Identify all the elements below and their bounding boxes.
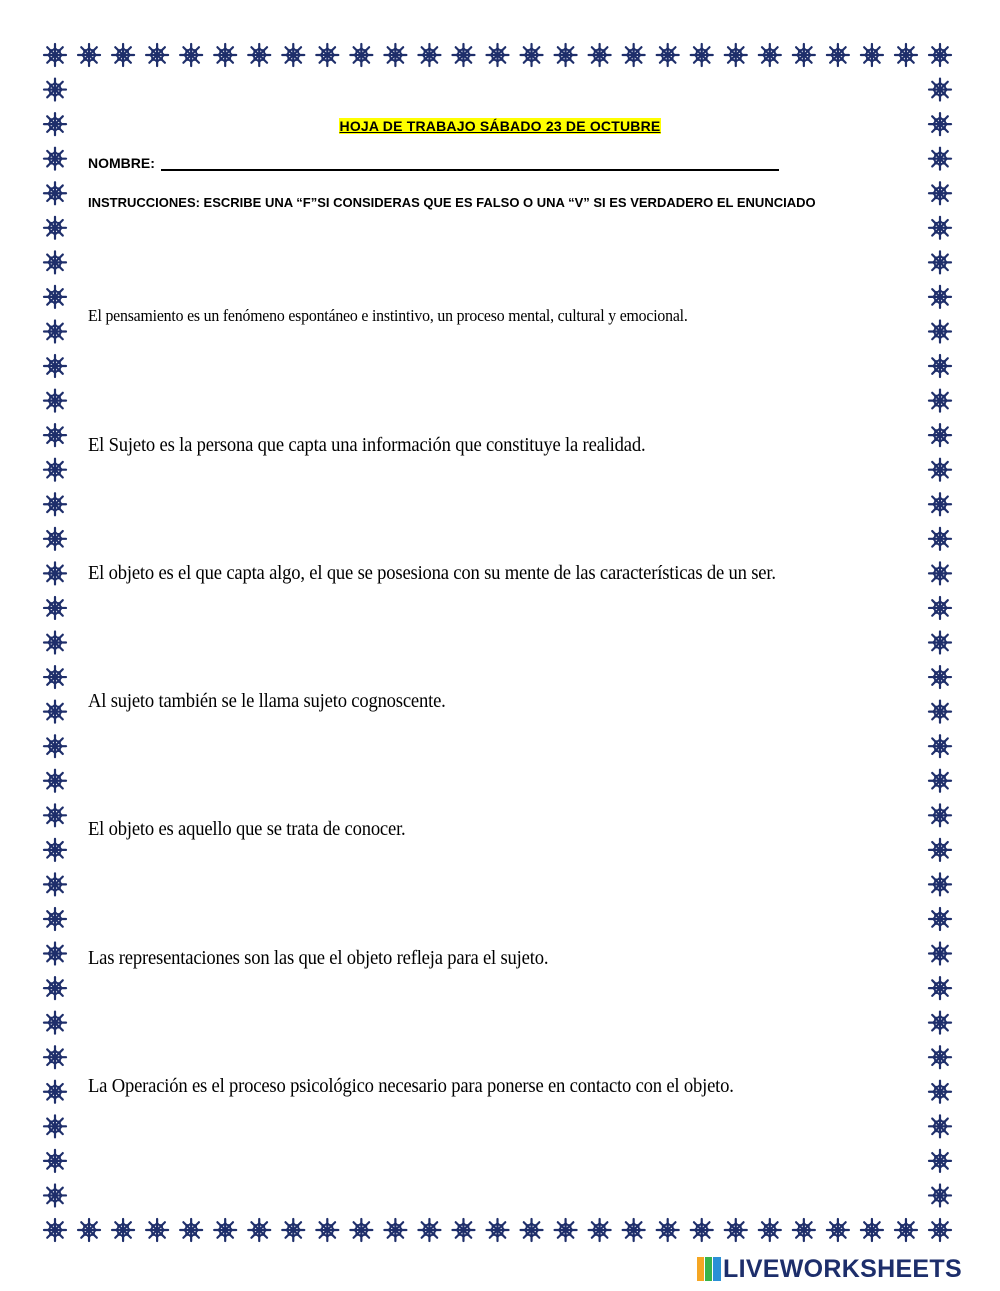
snowflake-icon xyxy=(623,44,645,66)
snowflake-icon xyxy=(452,44,474,66)
snowflake-icon xyxy=(929,1219,951,1241)
snowflake-icon xyxy=(78,44,100,66)
snowflake-icon xyxy=(827,1219,849,1241)
snowflake-icon xyxy=(759,1219,781,1241)
snowflake-icon xyxy=(623,1219,645,1241)
snowflake-icon xyxy=(316,1219,338,1241)
snowflake-icon xyxy=(44,251,66,273)
snowflake-icon xyxy=(44,217,66,239)
snowflake-icon xyxy=(418,1219,440,1241)
snowflake-icon xyxy=(929,1081,951,1103)
snowflake-icon xyxy=(44,390,66,412)
snowflake-icon xyxy=(929,873,951,895)
statement-3: El objeto es el que capta algo, el que se posesiona con su mente de las características de un ser. xyxy=(88,562,776,584)
snowflake-icon xyxy=(929,908,951,930)
liveworksheets-logo-icon xyxy=(697,1257,721,1281)
name-row xyxy=(88,153,779,171)
snowflake-icon xyxy=(929,355,951,377)
snowflake-icon xyxy=(895,1219,917,1241)
snowflake-icon xyxy=(929,1115,951,1137)
snowflake-icon xyxy=(350,44,372,66)
name-label: NOMBRE: xyxy=(88,155,155,171)
snowflake-icon xyxy=(861,44,883,66)
snowflake-icon xyxy=(929,735,951,757)
snowflake-icon xyxy=(112,44,134,66)
snowflake-icon xyxy=(44,1115,66,1137)
snowflake-icon xyxy=(248,44,270,66)
snowflake-icon xyxy=(44,666,66,688)
snowflake-icon xyxy=(793,1219,815,1241)
snowflake-icon xyxy=(350,1219,372,1241)
snowflake-icon xyxy=(180,44,202,66)
snowflake-icon xyxy=(44,528,66,550)
snowflake-icon xyxy=(929,701,951,723)
statement-6: Las representaciones son las que el objeto refleja para el sujeto. xyxy=(88,947,549,969)
instructions: INSTRUCCIONES: ESCRIBE UNA “F”SI CONSIDERAS QUE ES FALSO O UNA “V” SI ES VERDADERO EL ENUNCIADO xyxy=(88,195,816,210)
liveworksheets-logo[interactable] xyxy=(697,1253,962,1285)
snowflake-icon xyxy=(827,44,849,66)
snowflake-icon xyxy=(895,44,917,66)
snowflake-icon xyxy=(146,1219,168,1241)
snowflake-icon xyxy=(44,770,66,792)
statement-2: El Sujeto es la persona que capta una información que constituye la realidad. xyxy=(88,434,646,456)
snowflake-icon xyxy=(929,79,951,101)
snowflake-icon xyxy=(44,908,66,930)
snowflake-icon xyxy=(44,839,66,861)
snowflake-icon xyxy=(282,1219,304,1241)
snowflake-icon xyxy=(555,1219,577,1241)
snowflake-icon xyxy=(44,459,66,481)
snowflake-icon xyxy=(44,493,66,515)
snowflake-icon xyxy=(929,459,951,481)
snowflake-icon xyxy=(44,44,66,66)
snowflake-icon xyxy=(146,44,168,66)
snowflake-icon xyxy=(929,943,951,965)
snowflake-icon xyxy=(929,1012,951,1034)
snowflake-icon xyxy=(418,44,440,66)
snowflake-icon xyxy=(44,977,66,999)
snowflake-icon xyxy=(44,873,66,895)
snowflake-icon xyxy=(44,320,66,342)
snowflake-icon xyxy=(929,493,951,515)
snowflake-icon xyxy=(487,1219,509,1241)
snowflake-icon xyxy=(929,390,951,412)
statement-7: La Operación es el proceso psicológico necesario para ponerse en contacto con el objeto. xyxy=(88,1075,734,1097)
snowflake-icon xyxy=(589,44,611,66)
snowflake-icon xyxy=(78,1219,100,1241)
snowflake-icon xyxy=(384,1219,406,1241)
snowflake-icon xyxy=(521,44,543,66)
snowflake-icon xyxy=(691,44,713,66)
snowflake-icon xyxy=(929,562,951,584)
snowflake-icon xyxy=(282,44,304,66)
snowflake-icon xyxy=(384,44,406,66)
snowflake-icon xyxy=(487,44,509,66)
snowflake-icon xyxy=(248,1219,270,1241)
snowflake-icon xyxy=(44,182,66,204)
snowflake-icon xyxy=(929,217,951,239)
name-input-line[interactable] xyxy=(161,153,779,171)
snowflake-icon xyxy=(725,1219,747,1241)
snowflake-icon xyxy=(452,1219,474,1241)
snowflake-icon xyxy=(691,1219,713,1241)
snowflake-icon xyxy=(929,424,951,446)
snowflake-icon xyxy=(44,943,66,965)
snowflake-icon xyxy=(44,1081,66,1103)
snowflake-icon xyxy=(44,1012,66,1034)
snowflake-icon xyxy=(861,1219,883,1241)
snowflake-icon xyxy=(44,701,66,723)
snowflake-icon xyxy=(929,286,951,308)
statement-1: El pensamiento es un fenómeno espontáneo e instintivo, un proceso mental, cultural y emocional. xyxy=(88,306,688,325)
snowflake-icon xyxy=(589,1219,611,1241)
snowflake-icon xyxy=(44,735,66,757)
snowflake-icon xyxy=(929,632,951,654)
snowflake-icon xyxy=(929,804,951,826)
snowflake-icon xyxy=(180,1219,202,1241)
snowflake-icon xyxy=(44,424,66,446)
snowflake-icon xyxy=(44,1184,66,1206)
statement-5: El objeto es aquello que se trata de conocer. xyxy=(88,818,406,840)
snowflake-icon xyxy=(929,597,951,619)
statement-4: Al sujeto también se le llama sujeto cognoscente. xyxy=(88,690,446,712)
snowflake-icon xyxy=(929,251,951,273)
snowflake-icon xyxy=(44,286,66,308)
snowflake-icon xyxy=(555,44,577,66)
snowflake-icon xyxy=(929,666,951,688)
snowflake-icon xyxy=(657,44,679,66)
snowflake-icon xyxy=(929,977,951,999)
snowflake-icon xyxy=(44,148,66,170)
snowflake-icon xyxy=(44,355,66,377)
worksheet-title xyxy=(0,118,1000,134)
snowflake-icon xyxy=(793,44,815,66)
snowflake-icon xyxy=(929,182,951,204)
snowflake-icon xyxy=(316,44,338,66)
snowflake-icon xyxy=(929,320,951,342)
snowflake-icon xyxy=(657,1219,679,1241)
snowflake-icon xyxy=(44,804,66,826)
worksheet-title-text: HOJA DE TRABAJO SÁBADO 23 DE OCTUBRE xyxy=(339,118,661,134)
snowflake-icon xyxy=(929,44,951,66)
snowflake-icon xyxy=(44,1150,66,1172)
snowflake-icon xyxy=(929,839,951,861)
snowflake-icon xyxy=(725,44,747,66)
snowflake-icon xyxy=(929,528,951,550)
snowflake-icon xyxy=(214,44,236,66)
snowflake-icon xyxy=(44,1046,66,1068)
snowflake-icon xyxy=(44,1219,66,1241)
snowflake-icon xyxy=(44,562,66,584)
liveworksheets-logo-text: LIVEWORKSHEETS xyxy=(723,1254,962,1283)
snowflake-icon xyxy=(759,44,781,66)
snowflake-icon xyxy=(44,632,66,654)
snowflake-icon xyxy=(929,148,951,170)
snowflake-icon xyxy=(44,597,66,619)
snowflake-icon xyxy=(112,1219,134,1241)
snowflake-icon xyxy=(521,1219,543,1241)
snowflake-icon xyxy=(214,1219,236,1241)
snowflake-icon xyxy=(929,1150,951,1172)
snowflake-icon xyxy=(929,1184,951,1206)
snowflake-icon xyxy=(929,1046,951,1068)
snowflake-icon xyxy=(929,770,951,792)
snowflake-icon xyxy=(44,79,66,101)
